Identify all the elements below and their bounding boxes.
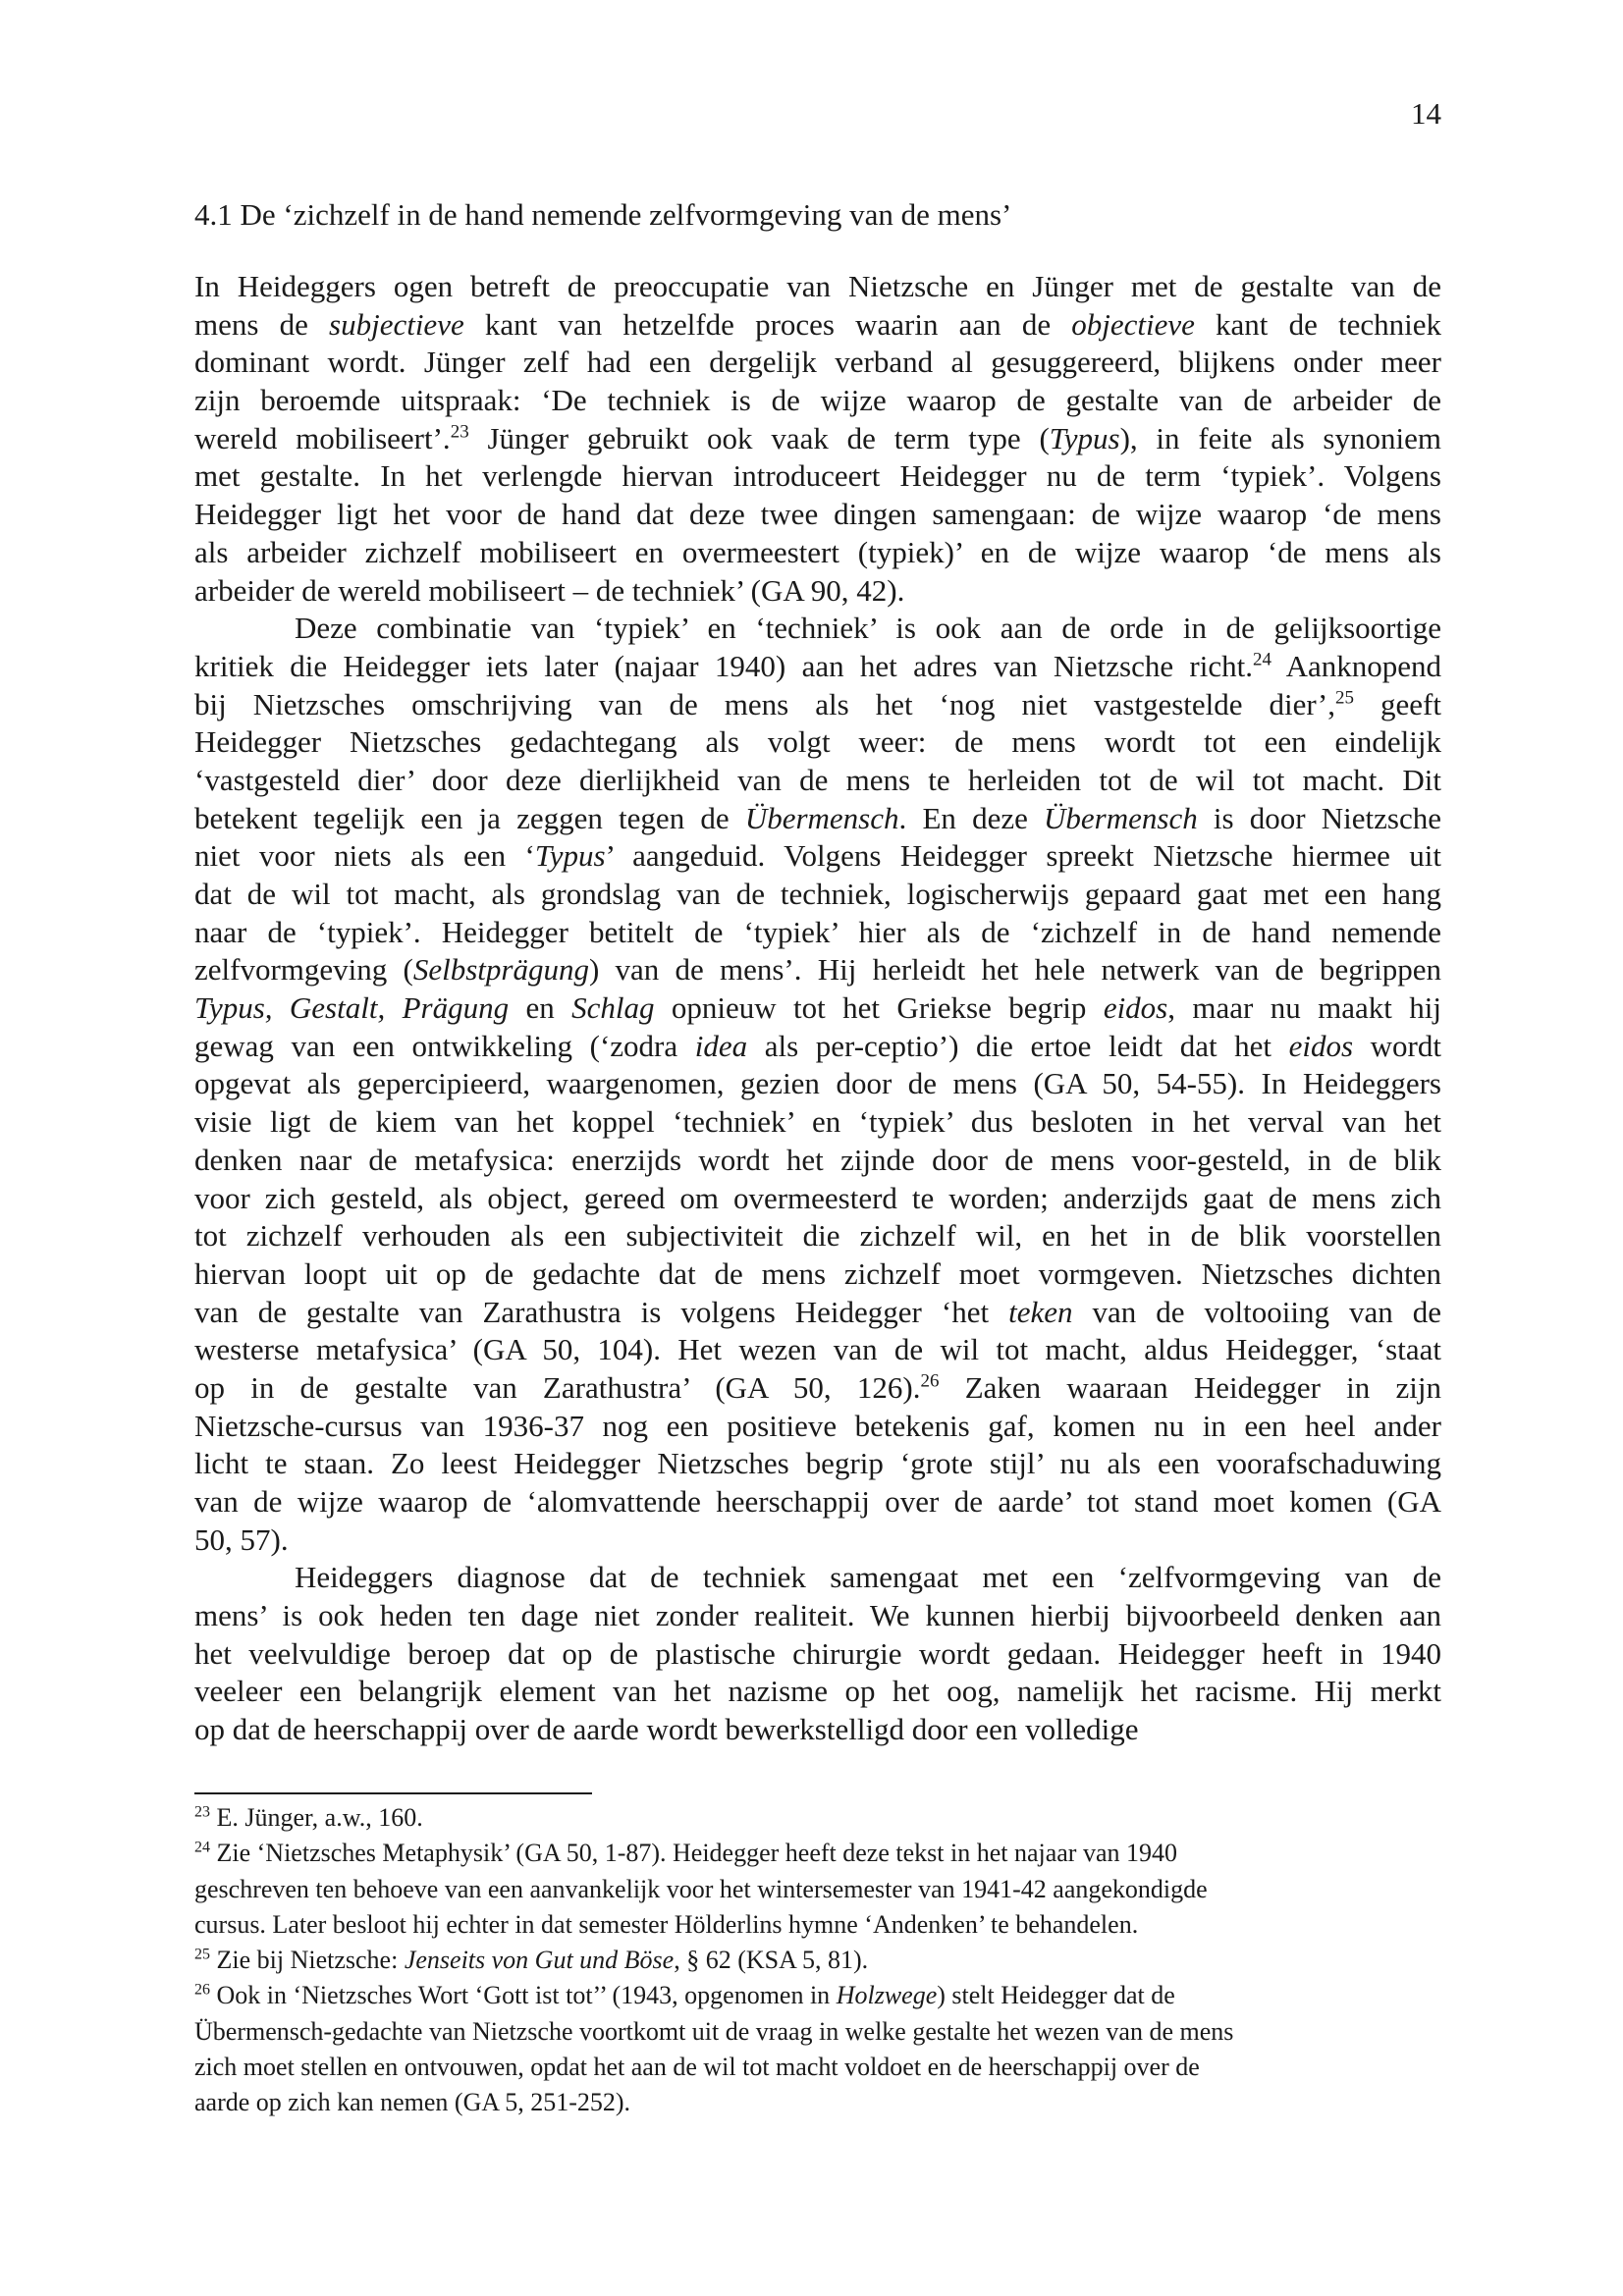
text-line: op dat de heerschappij over de aarde wordt bewerkstelligd door een volledige (194, 1712, 1139, 1747)
text-line: naar de ‘typiek’. Heidegger betitelt de ‘typiek’ hier als de ‘zichzelf in de hand nemende (194, 914, 1441, 949)
footnote-ref-24: 24 (1252, 649, 1271, 670)
text-line: kritiek die Heidegger iets later (najaar 1940) aan het adres van Nietzsche richt.$^{24}$ Aanknopend (194, 648, 1441, 683)
text-line: visie ligt de kiem van het koppel ‘techniek’ en ‘typiek’ dus besloten in het verval van het (194, 1104, 1441, 1140)
text-line: bij Nietzsches omschrijving van de mens als het ‘nog niet vastgestelde dier’,$^{25}$ geeft (194, 686, 1441, 721)
text-line: van de wijze waarop de ‘alomvattende heerschappij over de aarde’ tot stand moet komen (GA (194, 1484, 1441, 1519)
text-line: Typus, Gestalt, Prägung en Schlag opnieuw tot het Griekse begrip eidos, maar nu maakt hij (194, 990, 1441, 1026)
footnote-ref-25: 25 (1334, 687, 1354, 709)
page-number: 14 (1411, 96, 1441, 131)
footnote-ref-23: 23 (450, 421, 469, 443)
text-line: betekent tegelijk een ja zeggen tegen de Übermensch. En deze Übermensch is door Nietzsche (194, 800, 1441, 835)
text-line: Nietzsche-cursus van 1936-37 nog een positieve betekenis gaf, komen nu in een heel ander (194, 1408, 1441, 1443)
footnote-23 (194, 1800, 1441, 1836)
footnote-line: $^{25}$ Zie bij Nietzsche: Jenseits von Gut und Böse, § 62 (KSA 5, 81). (194, 1946, 869, 1975)
paragraph-2 (194, 610, 1441, 1559)
text-line: In Heideggers ogen betreft de preoccupatie van Nietzsche en Jünger met de gestalte van de (194, 269, 1441, 303)
footnote-line: $^{26}$ Ook in ‘Nietzsches Wort ‘Gott ist tot’’ (1943, opgenomen in Holzwege) stelt Heidegger dat de (194, 1981, 1175, 2010)
text-line: wereld mobiliseert’.$^{23}$ Jünger gebruikt ook vaak de term type (Typus), in feite als synoniem (194, 420, 1441, 455)
text-line: zijn beroemde uitspraak: ‘De techniek is de wijze waarop de gestalte van de arbeider de (194, 383, 1441, 418)
text-line: opgevat als gepercipieerd, waargenomen, gezien door de mens (GA 50, 54-55). In Heideggers (194, 1066, 1441, 1101)
text-line: tot zichzelf verhouden als een subjectiviteit die zichzelf wil, en het in de blik voorstellen (194, 1218, 1441, 1254)
footnote-25 (194, 1943, 1441, 1978)
footnote-ref-26: 26 (920, 1370, 940, 1392)
text-line: zelfvormgeving (Selbstprägung) van de mens’. Hij herleidt het hele netwerk van de begrippen (194, 952, 1441, 988)
text-line: westerse metafysica’ (GA 50, 104). Het wezen van de wil tot macht, aldus Heidegger, ‘staat (194, 1332, 1441, 1367)
text-line: dat de wil tot macht, als grondslag van de techniek, logischerwijs gepaard gaat met een hang (194, 877, 1441, 911)
text-line: denken naar de metafysica: enerzijds wordt het zijnde door de mens voor-gesteld, in de blik (194, 1142, 1441, 1177)
text-line: Heideggers diagnose dat de techniek samengaat met een ‘zelfvormgeving van de (295, 1560, 1441, 1595)
text-line: 50, 57). (194, 1522, 289, 1557)
footnote-separator (194, 1792, 592, 1794)
text-line: mens’ is ook heden ten dage niet zonder realiteit. We kunnen hierbij bijvoorbeeld denken aan (194, 1598, 1441, 1633)
text-line: het veelvuldige beroep dat op de plastische chirurgie wordt gedaan. Heidegger heeft in 1940 (194, 1635, 1441, 1671)
footnote-line: Übermensch-gedachte van Nietzsche voortkomt uit de vraag in welke gestalte het wezen van de mens (194, 2016, 1234, 2046)
text-line: gewag van een ontwikkeling (‘zodra idea als per-ceptio’) die ertoe leidt dat het eidos wordt (194, 1028, 1441, 1063)
text-line: Deze combinatie van ‘typiek’ en ‘techniek’ is ook aan de orde in de gelijksoortige (295, 611, 1441, 646)
text-line: niet voor niets als een ‘Typus’ aangeduid. Volgens Heidegger spreekt Nietzsche hiermee uit (194, 838, 1441, 874)
text-line: op in de gestalte van Zarathustra’ (GA 50, 126).$^{26}$ Zaken waaraan Heidegger in zijn (194, 1369, 1441, 1405)
text-line: licht te staan. Zo leest Heidegger Nietzsches begrip ‘grote stijl’ nu als een voorafschaduwing (194, 1446, 1441, 1481)
text-line: Heidegger Nietzsches gedachtegang als volgt weer: de mens wordt tot een eindelijk (194, 724, 1441, 760)
text-line: ‘vastgesteld dier’ door deze dierlijkheid van de mens te herleiden tot de wil tot macht. Dit (194, 762, 1441, 797)
text-line: veeleer een belangrijk element van het nazisme op het oog, namelijk het racisme. Hij merkt (194, 1674, 1441, 1709)
footnote-line: aarde op zich kan nemen (GA 5, 251-252). (194, 2088, 631, 2117)
text-line: van de gestalte van Zarathustra is volgens Heidegger ‘het teken van de voltooiing van de (194, 1294, 1441, 1329)
text-line: Heidegger ligt het voor de hand dat deze twee dingen samengaan: de wijze waarop ‘de mens (194, 497, 1441, 532)
paragraph-1 (194, 268, 1441, 610)
text-line: dominant wordt. Jünger zelf had een dergelijk verband al gesuggereerd, blijkens onder meer (194, 345, 1441, 380)
footnote-line: zich moet stellen en ontvouwen, opdat het aan de wil tot macht voldoet en de heerschappij over de (194, 2053, 1200, 2082)
footnote-26 (194, 1978, 1441, 2120)
text-line: met gestalte. In het verlengde hiervan introduceert Heidegger nu de term ‘typiek’. Volgens (194, 458, 1441, 494)
text-line: arbeider de wereld mobiliseert – de techniek’ (GA 90, 42). (194, 572, 905, 608)
footnotes (194, 1800, 1441, 2121)
footnote-line: cursus. Later besloot hij echter in dat semester Hölderlins hymne ‘Andenken’ te behandelen. (194, 1909, 1139, 1939)
text-line: voor zich gesteld, als object, gereed om overmeesterd te worden; anderzijds gaat de mens zich (194, 1180, 1441, 1215)
footnote-24 (194, 1836, 1441, 1943)
footnote-line: $^{24}$ Zie ‘Nietzsches Metaphysik’ (GA 50, 1-87). Heidegger heeft deze tekst in het najaar van 1940 (194, 1839, 1178, 1868)
paragraph-3 (194, 1559, 1441, 1748)
text-line: mens de subjectieve kant van hetzelfde proces waarin aan de objectieve kant de techniek (194, 306, 1441, 342)
footnote-line: $^{23}$ E. Jünger, a.w., 160. (194, 1803, 423, 1832)
body-text (194, 268, 1441, 1749)
text-line: hiervan loopt uit op de gedachte dat de mens zichzelf moet vormgeven. Nietzsches dichten (194, 1255, 1441, 1291)
footnote-line: geschreven ten behoeve van een aanvankelijk voor het wintersemester van 1941-42 aangekondigde (194, 1874, 1208, 1903)
section-heading: 4.1 De ‘zichzelf in de hand nemende zelfvormgeving van de mens’ (194, 197, 1012, 232)
text-line: als arbeider zichzelf mobiliseert en overmeestert (typiek)’ en de wijze waarop ‘de mens als (194, 534, 1441, 569)
